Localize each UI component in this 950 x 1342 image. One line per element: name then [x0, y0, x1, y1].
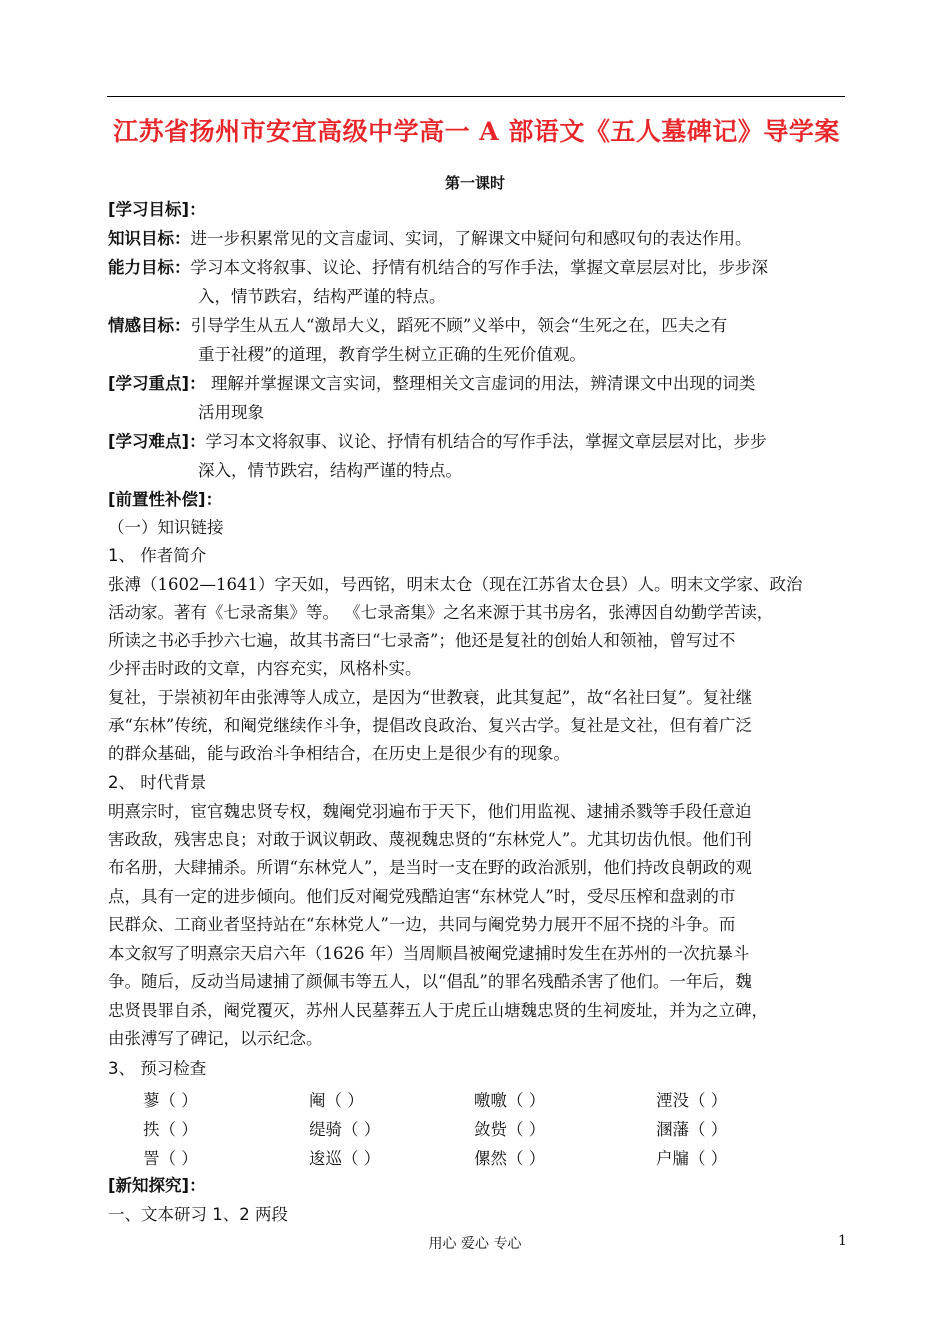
- vocab-item: 詈（ ）: [143, 1149, 198, 1168]
- preview-check-heading: 3、 预习检查: [108, 1059, 207, 1078]
- ability-goal-continued: 入，情节跌宕，结构严谨的特点。: [198, 287, 446, 306]
- vocab-item: 敛赀（ ）: [474, 1120, 546, 1139]
- author-line: 所读之书必手抄六七遍，故其书斋曰“七录斋”；他还是复社的创始人和领袖，曾写过不: [108, 631, 736, 650]
- prep-heading: [前置性补偿]：: [108, 490, 223, 509]
- lesson-number: 第一课时: [444, 174, 505, 192]
- background-line: 害政敌，残害忠良；对敢于讽议朝政、蔑视魏忠贤的“东林党人”。尤其切齿仇恨。他们刊: [108, 830, 752, 849]
- author-line: 张溥（1602—1641）字天如，号西铭，明末太仓（现在江苏省太仓县）人。明末文学家、政治: [108, 575, 803, 594]
- vocab-item: 逡巡（ ）: [309, 1149, 381, 1168]
- explore-heading: [新知探究]：: [108, 1176, 206, 1195]
- ability-goal-label: 能力目标：: [108, 258, 191, 277]
- vocab-item: 缇骑（ ）: [309, 1120, 381, 1139]
- page-footer: 用心 爱心 专心: [428, 1236, 522, 1252]
- page-number: 1: [838, 1233, 847, 1249]
- background-line: 点，具有一定的进步倾向。他们反对阉党残酷迫害“东林党人”时，受尽压榨和盘剥的市: [108, 887, 736, 906]
- vocab-item: 蓼（ ）: [143, 1091, 198, 1110]
- author-line: 少抨击时政的文章，内容充实，风格朴实。: [108, 659, 422, 678]
- vocab-item: 户牖（ ）: [656, 1149, 728, 1168]
- vocab-item: 抶（ ）: [143, 1120, 198, 1139]
- background-line: 明熹宗时，宦官魏忠贤专权，魏阉党羽遍布于天下，他们用监视、逮捕杀戮等手段任意迫: [108, 802, 752, 821]
- author-line: 的群众基础，能与政治斗争相结合，在历史上是很少有的现象。: [108, 744, 570, 763]
- difficulty-label: [学习难点]：: [108, 432, 206, 451]
- author-line: 复社，于崇祯初年由张溥等人成立，是因为“世教衰，此其复起”，故“名社曰复”。复社继: [108, 688, 753, 707]
- ability-goal-text: 学习本文将叙事、议论、抒情有机结合的写作手法，掌握文章层层对比，步步深: [190, 258, 768, 277]
- focus-text: 理解并掌握课文言实词，整理相关文言虚词的用法，辨清课文中出现的词类: [205, 374, 756, 393]
- author-line: 活动家。著有《七录斋集》等。 《七录斋集》之名来源于其书房名，张溥因自幼勤学苦读，: [108, 603, 774, 622]
- goals-heading: [学习目标]：: [108, 200, 206, 219]
- header-rule: [107, 96, 845, 97]
- focus: [108, 373, 755, 395]
- author-heading: 1、 作者简介: [108, 546, 207, 565]
- focus-label: [学习重点]：: [108, 374, 206, 393]
- difficulty-text: 学习本文将叙事、议论、抒情有机结合的写作手法，掌握文章层层对比，步步: [205, 432, 767, 451]
- document-title: 江苏省扬州市安宜高级中学高一 A 部语文《五人墓碑记》导学案: [113, 117, 840, 146]
- vocab-item: 溷藩（ ）: [656, 1120, 728, 1139]
- vocab-item: 阉（ ）: [309, 1091, 364, 1110]
- focus-continued: 活用现象: [198, 403, 264, 422]
- knowledge-goal: [108, 228, 752, 250]
- background-heading: 2、 时代背景: [108, 773, 207, 792]
- prep-subheading: （一）知识链接: [108, 518, 224, 537]
- background-line: 争。随后，反动当局逮捕了颜佩韦等五人，以“倡乱”的罪名残酷杀害了他们。一年后，魏: [108, 972, 752, 991]
- emotion-goal: [108, 315, 727, 337]
- knowledge-goal-text: 进一步积累常见的文言虚词、实词，了解课文中疑问句和感叹句的表达作用。: [190, 229, 752, 248]
- background-line: 布名册，大肆捕杀。所谓“东林党人”，是当时一支在野的政治派别，他们持改良朝政的观: [108, 858, 752, 877]
- emotion-goal-continued: 重于社稷”的道理，教育学生树立正确的生死价值观。: [198, 345, 586, 364]
- knowledge-goal-label: 知识目标：: [108, 229, 191, 248]
- ability-goal: [108, 257, 768, 279]
- background-line: 忠贤畏罪自杀，阉党覆灭，苏州人民墓葬五人于虎丘山塘魏忠贤的生祠废址，并为之立碑，: [108, 1001, 768, 1020]
- background-line: 由张溥写了碑记，以示纪念。: [108, 1029, 323, 1048]
- difficulty-continued: 深入，情节跌宕，结构严谨的特点。: [198, 461, 462, 480]
- vocab-item: 湮没（ ）: [656, 1091, 728, 1110]
- emotion-goal-text: 引导学生从五人“激昂大义，蹈死不顾”义举中，领会“生死之在，匹夫之有: [190, 316, 728, 335]
- emotion-goal-label: 情感目标：: [108, 316, 191, 335]
- explore-subheading: 一、文本研习 1、2 两段: [108, 1205, 288, 1224]
- vocab-item: 噭噭（ ）: [474, 1091, 546, 1110]
- background-line: 本文叙写了明熹宗天启六年（1626 年）当周顺昌被阉党逮捕时发生在苏州的一次抗暴斗: [108, 944, 750, 963]
- author-line: 承“东林”传统，和阉党继续作斗争，提倡改良政治、复兴古学。复社是文社，但有着广泛: [108, 716, 752, 735]
- vocab-item: 傫然（ ）: [474, 1149, 546, 1168]
- difficulty: [108, 431, 767, 453]
- background-line: 民群众、工商业者坚持站在“东林党人”一边，共同与阉党势力展开不屈不挠的斗争。而: [108, 915, 736, 934]
